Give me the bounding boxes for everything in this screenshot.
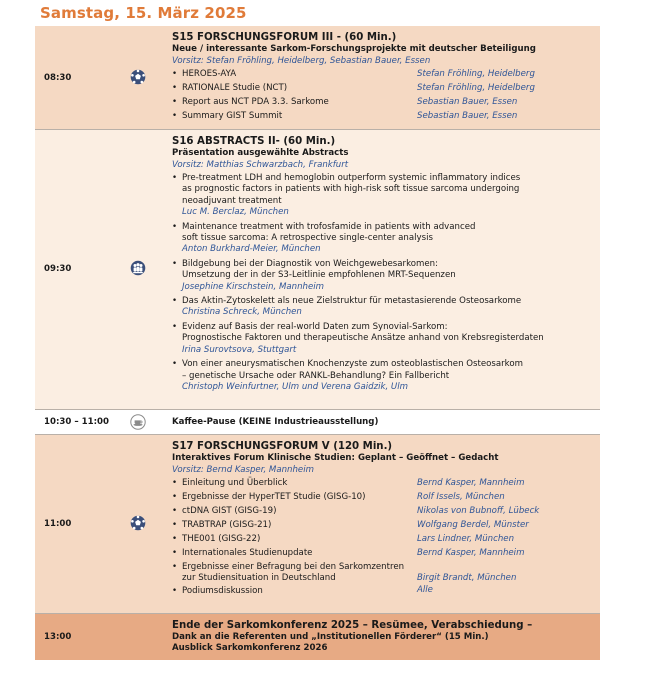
abstract-title: Das Aktin-Zytoskelett als neue Zielstruktur für metastasierende Osteosarkome [182,296,522,307]
item-speaker: Rolf Issels, München [417,492,505,502]
item-title: ctDNA GIST (GISG-19) [182,506,277,516]
program-item [172,548,594,562]
abstract-item [172,322,594,356]
bullet: • [172,296,178,307]
abstract-author: Josephine Kirschstein, Mannheim [182,281,325,292]
session-content [172,31,594,125]
session-title: S16 ABSTRACTS II- (60 Min.) [172,136,336,147]
program-item [172,586,594,598]
session-subtitle: Präsentation ausgewählte Abstracts [172,148,349,158]
session-content [172,440,594,598]
bullet: • [172,359,178,370]
session-chair: Vorsitz: Matthias Schwarzbach, Frankfurt [172,160,349,170]
session-time: 08:30 [44,73,72,83]
program-item [172,97,594,111]
program-item [172,562,594,586]
program-item [172,492,594,506]
bullet: • [172,478,178,488]
item-speaker: Stefan Fröhling, Heidelberg [417,69,535,79]
abstract-title: Maintenance treatment with trofosfamide in patients with advanced soft tissue sarcoma: A retrospective single-center analysis [182,221,476,244]
abstract-item [172,173,594,219]
coffee-cup-icon [130,414,146,430]
bullet: • [172,111,178,121]
program-item [172,520,594,534]
program-item [172,111,594,125]
bullet: • [172,506,178,516]
item-title: Einleitung und Überblick [182,478,288,488]
program-item [172,83,594,97]
item-title: Ergebnisse einer Befragung bei den Sarkomzentren zur Studiensituation in Deutschland [182,562,405,584]
abstract-item [172,222,594,256]
abstract-item [172,359,594,393]
session-content [172,135,594,393]
session-subtitle: Neue / interessante Sarkom-Forschungsprojekte mit deutscher Beteiligung [172,44,536,54]
session-row-s16 [35,130,600,410]
schedule-table [35,26,600,660]
closing-row [35,614,600,660]
session-chair: Vorsitz: Stefan Fröhling, Heidelberg, Sebastian Bauer, Essen [172,56,431,66]
bullet: • [172,562,178,572]
item-title: Internationales Studienupdate [182,548,313,558]
abstract-item [172,296,594,319]
abstract-author: Irina Surovtsova, Stuttgart [182,344,297,355]
item-speaker: Wolfgang Berdel, Münster [417,520,529,530]
bullet: • [172,492,178,502]
closing-time: 13:00 [44,632,72,642]
bullet: • [172,548,178,558]
item-title: Podiumsdiskussion [182,586,263,596]
item-speaker: Bernd Kasper, Mannheim [417,478,525,488]
item-speaker: Bernd Kasper, Mannheim [417,548,525,558]
session-time: 11:00 [44,519,72,529]
session-subtitle: Interaktives Forum Klinische Studien: Geplant – Geöffnet – Gedacht [172,453,499,463]
program-item [172,69,594,83]
item-title: RATIONALE Studie (NCT) [182,83,288,93]
program-item [172,478,594,492]
abstract-title: Bildgebung bei der Diagnostik von Weichgewebesarkomen: Umsetzung der in der S3-Leitlinie empfohlenen MRT-Sequenzen [182,258,456,281]
session-title: S17 FORSCHUNGSFORUM V (120 Min.) [172,441,393,452]
abstract-author: Luc M. Berclaz, München [182,207,289,218]
abstract-author: Anton Burkhard-Meier, München [182,244,321,255]
break-time: 10:30 – 11:00 [44,417,109,427]
day-title: Samstag, 15. März 2025 [40,4,247,22]
coffee-break-row [35,410,600,435]
program-item [172,534,594,548]
soccer-ball-icon [130,515,146,531]
abstract-title: Evidenz auf Basis der real-world Daten zum Synovial-Sarkom: Prognostische Faktoren und therapeutische Ansätze anhand von Krebsregisterdaten [182,321,544,344]
session-row-s15 [35,26,600,130]
abstract-title: Pre-treatment LDH and hemoglobin outperform systemic inflammatory indices as prognostic factors in patients with high-risk soft tissue sarcoma undergoing neoadjuvant treatment [182,173,521,206]
item-title: TRABTRAP (GISG-21) [182,520,272,530]
bullet: • [172,83,178,93]
item-speaker: Sebastian Bauer, Essen [417,111,518,121]
session-chair: Vorsitz: Bernd Kasper, Mannheim [172,465,314,475]
bullet: • [172,221,178,232]
program-item [172,506,594,520]
bullet: • [172,534,178,544]
closing-outlook: Ausblick Sarkomkonferenz 2026 [172,643,328,653]
bullet: • [172,321,178,332]
session-title: S15 FORSCHUNGSFORUM III - (60 Min.) [172,32,397,43]
item-speaker: Nikolas von Bubnoff, Lübeck [417,506,540,516]
bullet: • [172,520,178,530]
bullet: • [172,97,178,107]
item-title: Ergebnisse der HyperTET Studie (GISG-10) [182,492,366,502]
item-title: THE001 (GISG-22) [182,534,261,544]
item-title: HEROES-AYA [182,69,237,79]
abstract-item [172,259,594,293]
abstract-title: Von einer aneurysmatischen Knochenzyste zum osteoblastischen Osteosarkom – genetische Ursache oder RANKL-Behandlung? Ein Fallbericht [182,359,523,381]
closing-thanks: Dank an die Referenten und „Institutionellen Förderer“ (15 Min.) [172,632,489,642]
item-speaker: Alle [417,585,433,595]
session-time: 09:30 [44,264,72,274]
item-speaker: Sebastian Bauer, Essen [417,97,518,107]
item-speaker: Stefan Fröhling, Heidelberg [417,83,535,93]
bullet: • [172,586,178,596]
soccer-ball-icon [130,69,146,85]
group-icon [130,260,146,276]
item-title: Report aus NCT PDA 3.3. Sarkome [182,97,329,107]
item-speaker: Lars Lindner, München [417,534,515,544]
abstract-author: Christina Schreck, München [182,307,302,318]
item-speaker: Birgit Brandt, München [417,573,517,583]
closing-content [172,619,594,654]
bullet: • [172,173,178,183]
session-row-s17 [35,435,600,614]
break-label: Kaffee-Pause (KEINE Industrieausstellung) [172,417,379,427]
bullet: • [172,69,178,79]
item-title: Summary GIST Summit [182,111,283,121]
bullet: • [172,258,178,269]
abstract-author: Christoph Weinfurtner, Ulm und Verena Gaidzik, Ulm [182,381,408,392]
closing-title: Ende der Sarkomkonferenz 2025 – Resümee, Verabschiedung – [172,620,533,631]
